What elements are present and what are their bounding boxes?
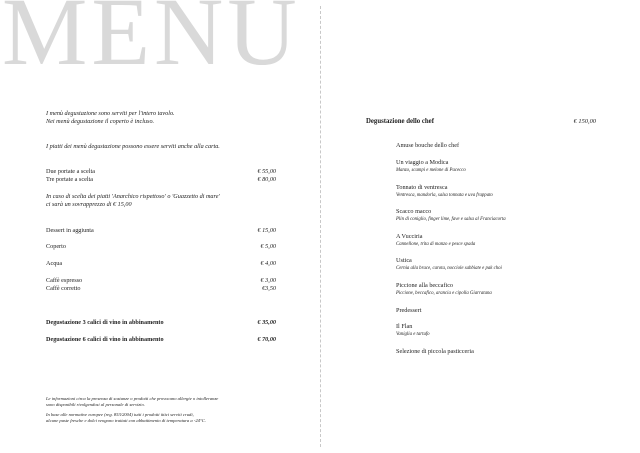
dish-item (396, 142, 596, 150)
dish-item (396, 323, 596, 338)
dish-item (396, 184, 596, 199)
caffe-row (46, 277, 276, 285)
wine6-label: Degustazione 6 calici di vino in abbinamento (46, 336, 164, 343)
price-row-label: Tre portate a scelta (46, 176, 94, 183)
dish-name: Tonnato di ventresca (396, 184, 448, 191)
dish-description: Manzo, scampi e melone di Pacecco (396, 168, 466, 173)
price-row (46, 168, 276, 176)
dish-item (396, 307, 596, 315)
dish-name: Piccione alla beccafico (396, 282, 454, 289)
coperto-row (46, 243, 276, 251)
dish-item (396, 159, 596, 174)
allergen-note-1: Le informazioni circa la presenza di sostanze o prodotti che provocano allergie o intolleranze (46, 396, 219, 401)
dessert-label: Dessert in aggiunta (46, 227, 94, 234)
dish-item (396, 282, 596, 297)
corretto-price: €3,50 (262, 285, 276, 292)
dish-name: Il Flan (396, 323, 413, 330)
corretto-row (46, 285, 276, 293)
dish-name: Un viaggio a Modica (396, 159, 449, 166)
intro-line-1: I menù degustazione sono serviti per l'intero tavolo. (46, 110, 175, 117)
dish-name: Amuse bouche dello chef (396, 142, 460, 149)
dish-name: Selezione di piccola pasticceria (396, 348, 474, 355)
dish-item (396, 233, 596, 248)
coperto-price: € 5,00 (260, 243, 276, 250)
surcharge-note-1: In caso di scelta dei piatti 'Anarchico rispettoso' o 'Guazzetto di mare' (46, 193, 220, 200)
dish-description: Ventresca, mandorla, salsa tonnata e uva frappato (396, 193, 493, 198)
price-row-value: € 55,00 (257, 168, 276, 175)
dish-name: A Vucciria (396, 233, 423, 240)
allergen-note-2: sono disponibili rivolgendosi al personale di servizio. (46, 402, 145, 407)
dessert-price: € 15,00 (257, 227, 276, 234)
dish-description: Vaniglia e tartufo (396, 332, 430, 337)
tasting-menu-price: € 150,00 (573, 118, 596, 125)
coperto-label: Coperto (46, 243, 66, 250)
caffe-label: Caffè espresso (46, 277, 83, 284)
price-row-value: € 80,00 (257, 176, 276, 183)
dish-description: Plin di coniglio, finger lime, fave e salsa al Franciacorta (396, 217, 506, 222)
dish-description: Cernia alla brace, carota, nocciole sabbiate e pak choi (396, 266, 502, 271)
menu-watermark: MENU (2, 0, 301, 85)
dish-item (396, 348, 596, 356)
dish-item (396, 208, 596, 223)
caffe-price: € 3,00 (260, 277, 276, 284)
acqua-price: € 4,00 (260, 260, 276, 267)
acqua-row (46, 260, 276, 268)
acqua-label: Acqua (46, 260, 63, 267)
corretto-label: Caffè corretto (46, 285, 81, 292)
dish-name: Predessert (396, 307, 422, 314)
dish-description: Piccione, beccafico, arancia e cipolla Giarratana (396, 291, 492, 296)
dish-item (396, 257, 596, 272)
regulation-note-1: In base alle normative europee (reg. 853/2004) tutti i prodotti ittici serviti crudi, (46, 412, 194, 417)
price-row-label: Due portate a scelta (46, 168, 95, 175)
wine6-row (46, 336, 276, 344)
price-row (46, 176, 276, 184)
dessert-row (46, 227, 276, 235)
dish-description: Cannellone, trita di manzo e pesce spada (396, 242, 476, 247)
tasting-menu-title: Degustazione dello chef (366, 118, 434, 125)
wine6-price: € 70,00 (257, 336, 276, 343)
regulation-note-2: alcune paste fresche e dolci vengono trattati con abbattimento di temperatura a -24°C. (46, 418, 206, 423)
dish-name: Scacco macco (396, 208, 432, 215)
intro-line-2: Nei menù degustazione il coperto è incluso. (46, 118, 155, 125)
wine3-row (46, 319, 276, 327)
surcharge-note-2: ci sarà un sovrapprezzo di € 15,00 (46, 201, 132, 208)
dish-name: Ustica (396, 257, 412, 264)
wine3-price: € 35,00 (257, 319, 276, 326)
intro-line-3: I piatti dei menù degustazione possono essere serviti anche alla carta. (46, 143, 220, 150)
wine3-label: Degustazione 3 calici di vino in abbinamento (46, 319, 164, 326)
page-divider (320, 6, 321, 447)
